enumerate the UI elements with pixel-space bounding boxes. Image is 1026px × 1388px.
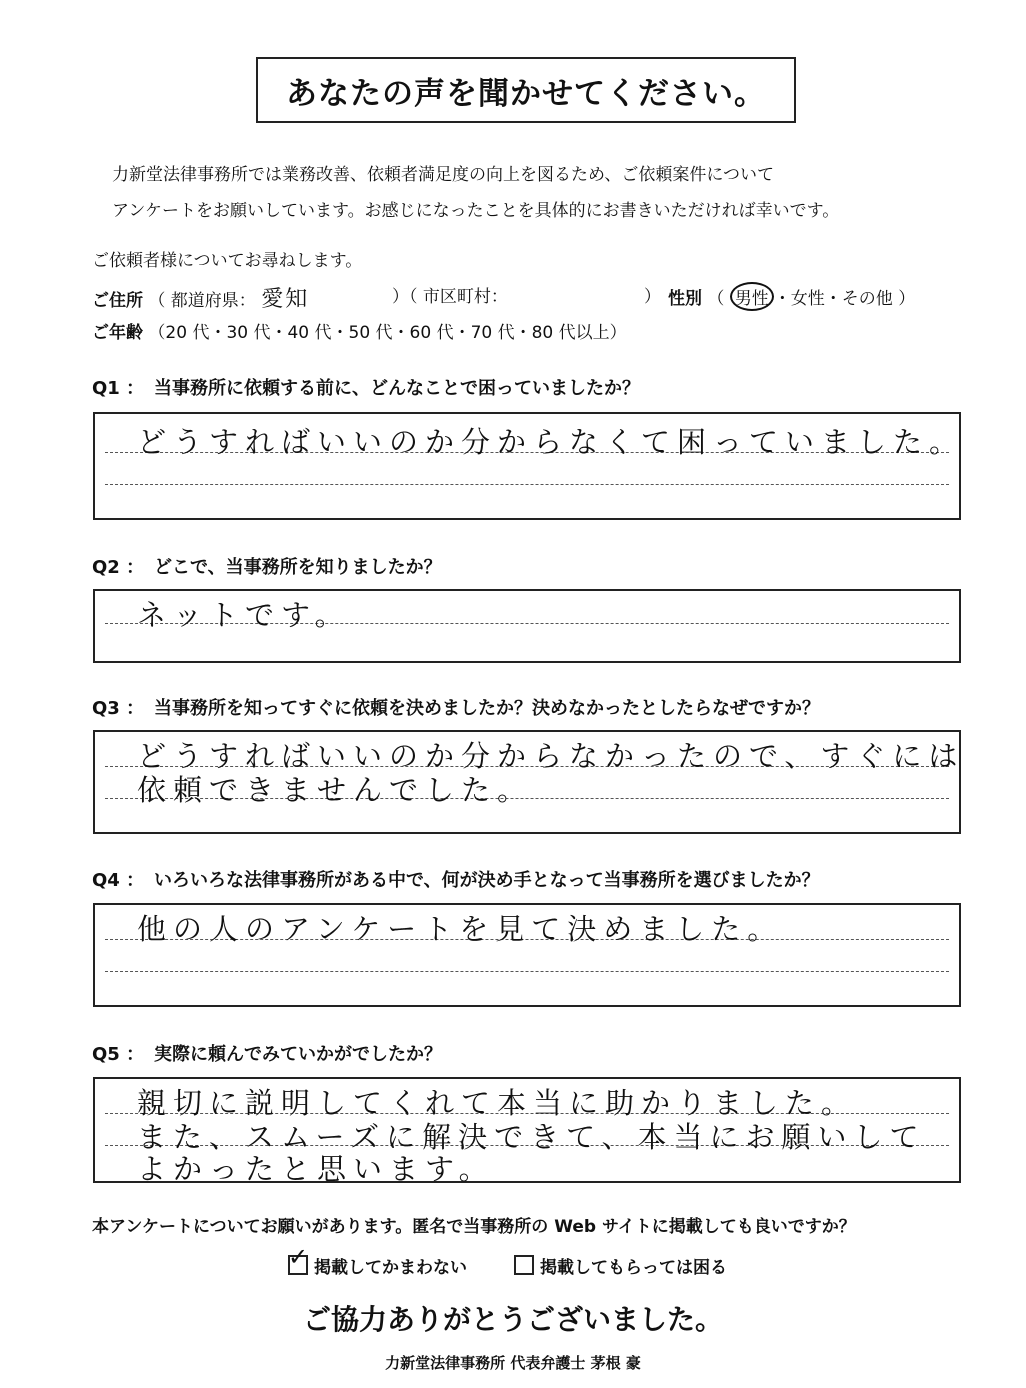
question-2-text: どこで、当事務所を知りましたか？ — [154, 557, 442, 578]
question-1 — [92, 374, 640, 400]
answer-3-line-1: どうすればいいのか分からなかったので、すぐには — [137, 739, 965, 773]
gender-option-others: ・女性・その他 — [773, 289, 893, 309]
city-close: ） — [644, 287, 661, 307]
footer-signature: 力新堂法律事務所 代表弁護士 茅根 豪 — [385, 1354, 641, 1372]
answer-5-line-2: また、スムーズに解決できて、本当にお願いして — [137, 1120, 926, 1154]
question-1-number: Q1 ： — [92, 378, 145, 399]
question-3 — [92, 694, 820, 720]
address-row — [92, 282, 309, 313]
consent-option-yes[interactable] — [288, 1243, 467, 1278]
consent-question: 本アンケートについてお願いがあります。匿名で当事務所の Web サイトに掲載しても良いですか？ — [92, 1217, 856, 1237]
gender-close: ） — [898, 289, 916, 309]
intro-line-2: アンケートをお願いしています。お感じになったことを具体的にお書きいただければ幸いです。 — [112, 201, 840, 221]
question-3-text: 当事務所を知ってすぐに依頼を決めましたか？決めなかったとしたらなぜですか？ — [154, 698, 820, 719]
question-2-number: Q2 ： — [92, 557, 145, 578]
prefecture-label: （ 都道府県： — [148, 291, 256, 311]
age-options: （20 代・30 代・40 代・50 代・60 代・70 代・80 代以上） — [148, 323, 627, 343]
consent-option-yes-label: 掲載してかまわない — [314, 1258, 467, 1278]
answer-box-4[interactable] — [93, 903, 961, 1007]
age-row — [92, 318, 627, 343]
client-heading: ご依頼者様についてお尋ねします。 — [92, 251, 363, 271]
answer-box-3[interactable] — [93, 730, 965, 834]
prefecture-value[interactable]: 愛知 — [261, 287, 310, 312]
checkmark-icon: ✓ — [288, 1243, 309, 1271]
gender-label: 性別 — [668, 289, 702, 309]
city-label: ）（ 市区町村： — [392, 287, 508, 307]
gender-row — [668, 282, 915, 311]
answer-2-line-1: ネットです。 — [137, 598, 351, 632]
gender-option-male[interactable]: 男性 — [730, 282, 774, 311]
question-4-text: いろいろな法律事務所がある中で、何が決め手となって当事務所を選びましたか？ — [154, 870, 820, 891]
answer-1-line-1: どうすればいいのか分からなくて困っていました。 — [137, 425, 966, 459]
question-1-text: 当事務所に依頼する前に、どんなことで困っていましたか？ — [154, 378, 640, 399]
checkbox-yes[interactable] — [288, 1243, 309, 1275]
question-3-number: Q3 ： — [92, 698, 145, 719]
age-label: ご年齢 — [92, 323, 143, 343]
thanks-message: ご協力ありがとうございました。 — [302, 1303, 723, 1336]
question-2 — [92, 553, 442, 579]
address-label: ご住所 — [92, 291, 143, 311]
answer-3-line-2: 依頼できませんでした。 — [137, 773, 534, 807]
question-5-number: Q5 ： — [92, 1044, 145, 1065]
answer-5-line-1: 親切に説明してくれて本当に助かりました。 — [137, 1086, 858, 1120]
question-5 — [92, 1040, 442, 1066]
answer-5-line-3: よかったと思います。 — [137, 1152, 495, 1186]
page-title: あなたの声を聞かせてください。 — [256, 57, 796, 123]
question-5-text: 実際に頼んでみていかがでしたか？ — [154, 1044, 442, 1065]
answer-box-2[interactable] — [93, 589, 961, 663]
consent-option-no-label: 掲載してもらっては困る — [540, 1258, 727, 1278]
answer-box-5[interactable] — [93, 1077, 961, 1186]
consent-option-no[interactable] — [514, 1253, 727, 1278]
answer-box-1[interactable] — [93, 412, 966, 520]
intro-line-1: 力新堂法律事務所では業務改善、依頼者満足度の向上を図るため、ご依頼案件について — [112, 165, 774, 185]
question-4 — [92, 866, 820, 892]
answer-4-line-1: 他の人のアンケートを見て決めました。 — [137, 912, 784, 946]
gender-open: （ — [707, 289, 725, 309]
question-4-number: Q4 ： — [92, 870, 145, 891]
checkbox-no[interactable] — [514, 1255, 534, 1275]
